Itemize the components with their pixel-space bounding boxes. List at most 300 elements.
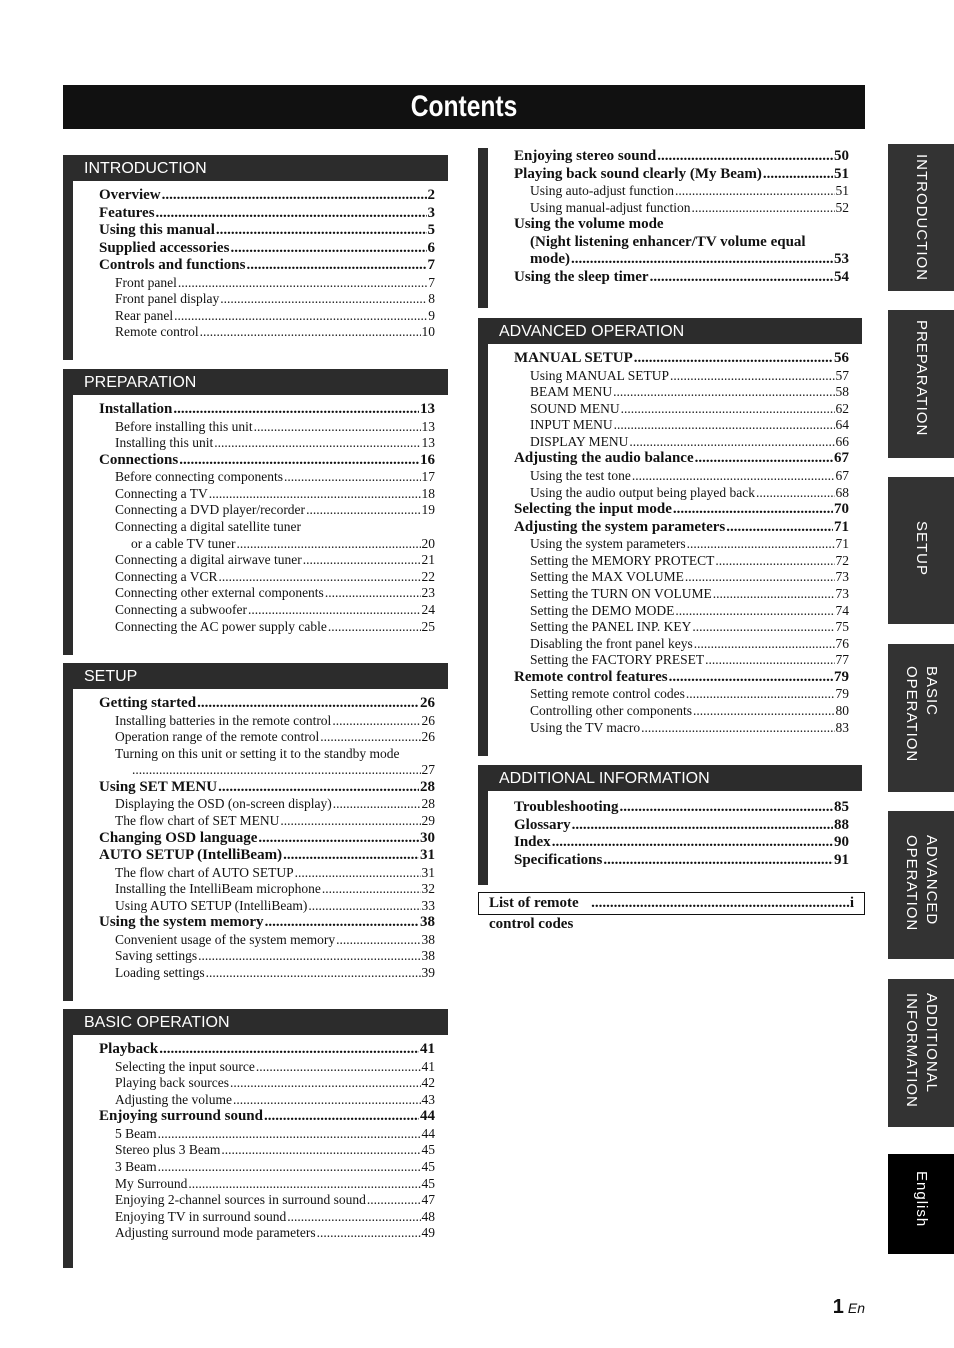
dot-leader (158, 1159, 421, 1175)
toc-entry[interactable] (99, 502, 435, 519)
toc-entry-page: 41 (421, 1058, 435, 1074)
toc-entry-page: 20 (421, 535, 435, 551)
toc-entry-page: 90 (834, 834, 849, 850)
toc-entry-label: MANUAL SETUP (514, 350, 633, 366)
section-heading: ADVANCED OPERATION (478, 318, 862, 344)
dot-leader (265, 914, 419, 931)
toc-entry[interactable] (514, 852, 849, 870)
toc-entry[interactable] (99, 308, 435, 325)
toc-entry-page: 58 (835, 384, 849, 400)
toc-entry-label: Using the system parameters (530, 536, 686, 552)
dot-leader (325, 585, 421, 601)
dot-leader (634, 350, 833, 367)
toc-entry-page: 30 (420, 829, 435, 846)
toc-entry[interactable] (514, 799, 849, 817)
dot-leader (320, 729, 420, 745)
dot-leader (173, 401, 419, 418)
toc-entry-label: Disabling the front panel keys (530, 635, 693, 651)
dot-leader (158, 1126, 421, 1142)
dot-leader (694, 636, 835, 652)
toc-entry[interactable] (514, 817, 849, 835)
toc-entry[interactable] (514, 200, 849, 217)
toc-entry[interactable] (514, 619, 849, 636)
toc-entry[interactable] (99, 796, 435, 813)
toc-entry[interactable] (99, 419, 435, 436)
toc-entry-page: 5 (427, 222, 435, 238)
toc-entry[interactable] (99, 1108, 435, 1126)
toc-entry[interactable] (99, 222, 435, 240)
toc-entry-label: Convenient usage of the system memory (115, 931, 336, 947)
toc-entry-page: 41 (420, 1041, 435, 1057)
toc-entry-label: Specifications (514, 851, 603, 868)
toc-entry-page: i (849, 895, 854, 911)
toc-entry[interactable] (99, 205, 435, 223)
toc-entry[interactable] (99, 275, 435, 292)
dot-leader (308, 898, 420, 914)
dot-leader (198, 948, 420, 964)
toc-entry[interactable] (514, 703, 849, 720)
toc-entry[interactable] (99, 1192, 435, 1209)
toc-entry-page: 17 (421, 469, 435, 485)
toc-entry[interactable] (99, 1225, 435, 1242)
toc-entry-label: The flow chart of AUTO SETUP (115, 864, 294, 880)
toc-entry-label: Playback (99, 1041, 159, 1057)
toc-entry-label: Using the test tone (530, 467, 631, 483)
dot-leader (614, 417, 835, 433)
section-setup (63, 663, 448, 1001)
dot-leader (197, 695, 419, 712)
toc-entry-page: 51 (834, 165, 849, 182)
toc-entry[interactable] (514, 536, 849, 553)
toc-entry-label: Controls and functions (99, 257, 246, 273)
toc-entry-list (478, 148, 862, 286)
toc-entry-label: Adjusting the audio balance (514, 450, 694, 467)
toc-entry[interactable] (99, 779, 435, 797)
tab-preparation[interactable] (888, 310, 954, 458)
page-number (833, 1296, 865, 1319)
toc-entry-label: Selecting the input mode (514, 501, 672, 518)
toc-entry-label: Setting the DEMO MODE (530, 602, 675, 618)
toc-entry[interactable] (514, 468, 849, 485)
toc-entry-page: 13 (420, 401, 435, 417)
toc-entry[interactable] (99, 746, 435, 763)
toc-entry[interactable] (514, 350, 849, 368)
toc-entry[interactable] (99, 486, 435, 503)
toc-entry-label: Selecting the input source (115, 1058, 255, 1074)
toc-entry-page: 26 (421, 712, 435, 728)
toc-entry-label: Playing back sound clearly (My Beam) (514, 165, 762, 182)
dot-leader (200, 324, 421, 340)
section-bar (63, 155, 73, 360)
toc-entry-list (63, 1035, 448, 1242)
toc-entry-label: Features (99, 204, 155, 221)
toc-entry[interactable] (514, 553, 849, 570)
toc-entry[interactable] (99, 762, 435, 779)
dot-leader (295, 865, 421, 881)
dot-leader (264, 1108, 419, 1125)
toc-entry-page: 45 (421, 1158, 435, 1174)
toc-entry-page: 13 (421, 435, 435, 451)
toc-entry-page: 64 (835, 417, 849, 433)
toc-entry-label: Troubleshooting (514, 799, 619, 815)
dot-leader (572, 817, 833, 834)
toc-entry[interactable] (514, 450, 849, 468)
toc-entry[interactable] (514, 519, 849, 537)
toc-entry[interactable] (99, 1209, 435, 1226)
toc-entry[interactable] (514, 834, 849, 852)
section-bar (478, 765, 488, 885)
toc-entry[interactable] (99, 257, 435, 275)
page-title: Contents (410, 90, 518, 123)
dot-leader (571, 251, 833, 268)
toc-entry-page: 79 (835, 686, 849, 702)
toc-entry-label: 5 Beam (115, 1125, 157, 1141)
dot-leader (670, 368, 834, 384)
toc-entry-list (63, 689, 448, 982)
toc-entry-label: Overview (99, 187, 161, 203)
toc-entry[interactable] (514, 384, 849, 401)
toc-entry[interactable] (514, 216, 849, 234)
dot-leader (691, 200, 834, 216)
toc-entry[interactable] (99, 519, 435, 536)
toc-entry-page: 23 (421, 585, 435, 601)
toc-entry-label: My Surround (115, 1175, 188, 1191)
dot-leader (687, 536, 835, 552)
toc-entry-label: Using MANUAL SETUP (530, 367, 670, 383)
toc-entry-label: Connecting a subwoofer (115, 601, 247, 617)
tab-label: SETUP (913, 521, 930, 577)
tab-english[interactable] (888, 1154, 954, 1254)
toc-entry-page: 8 (428, 291, 435, 307)
toc-entry[interactable] (99, 1142, 435, 1159)
toc-entry-page: 27 (421, 762, 435, 778)
contents-title-bar (63, 85, 865, 129)
toc-entry[interactable] (99, 469, 435, 486)
dot-leader (256, 1059, 421, 1075)
dot-leader (675, 183, 835, 199)
toc-entry-page: 2 (427, 187, 435, 203)
toc-entry-page: 51 (835, 183, 849, 198)
dot-leader (159, 1041, 419, 1058)
toc-entry-page: 85 (834, 799, 849, 815)
toc-entry-page: 50 (834, 148, 849, 164)
toc-entry[interactable] (99, 830, 435, 848)
dot-leader (552, 834, 833, 851)
toc-entry-label: Displaying the OSD (on-screen display) (115, 796, 332, 812)
toc-entry-page: 57 (835, 367, 849, 383)
section-advanced-operation (478, 318, 862, 756)
toc-entry[interactable] (514, 686, 849, 703)
toc-entry-label: Connecting other external components (115, 585, 324, 601)
dot-leader (209, 486, 421, 502)
toc-entry-page: 43 (421, 1091, 435, 1107)
toc-entry-page: 25 (421, 618, 435, 634)
toc-entry-page: 31 (420, 847, 435, 864)
dot-leader (216, 222, 427, 239)
toc-entry-label: Enjoying stereo sound (514, 148, 657, 164)
toc-entry[interactable] (99, 401, 435, 419)
toc-entry-label: Index (514, 834, 551, 850)
section-basic-operation-continued (478, 148, 862, 308)
toc-entry-label: Connecting a DVD player/recorder (115, 502, 306, 518)
toc-entry-label: Using manual-adjust function (530, 199, 691, 215)
tab-basic-operation[interactable] (888, 644, 954, 792)
toc-entry-label: Controlling other components (530, 703, 692, 718)
toc-entry[interactable] (514, 148, 849, 166)
toc-entry-label: Setting remote control codes (530, 686, 685, 702)
toc-entry[interactable] (514, 636, 849, 653)
toc-entry-page: 24 (421, 601, 435, 617)
toc-entry-label: Connecting a TV (115, 485, 208, 501)
section-heading: SETUP (63, 663, 448, 689)
toc-entry-label: Setting the FACTORY PRESET (530, 652, 705, 668)
toc-entry-page: 19 (421, 502, 435, 518)
toc-entry-label: Changing OSD language (99, 829, 258, 846)
toc-entry[interactable] (99, 187, 435, 205)
dot-leader (280, 813, 420, 829)
toc-entry[interactable] (99, 865, 435, 882)
dot-leader (695, 450, 833, 467)
toc-entry-label: Turning on this unit or setting it to the standby mode (115, 745, 400, 761)
dot-leader (236, 536, 420, 552)
toc-entry-list (478, 344, 862, 736)
toc-entry[interactable] (99, 602, 435, 619)
section-bar (63, 1009, 73, 1268)
toc-entry[interactable] (99, 965, 435, 982)
toc-entry[interactable] (99, 324, 435, 341)
toc-entry[interactable] (99, 1075, 435, 1092)
toc-entry-list (63, 181, 448, 341)
dot-leader (233, 1092, 421, 1108)
dot-leader (686, 686, 835, 702)
dot-leader (230, 240, 426, 257)
toc-entry[interactable] (514, 166, 849, 184)
dot-leader (220, 291, 427, 307)
toc-entry-page: 83 (835, 719, 849, 735)
toc-entry-page: 7 (427, 257, 435, 273)
dot-leader (132, 762, 421, 778)
toc-entry-list (63, 395, 448, 635)
dot-leader (650, 269, 833, 286)
toc-entry[interactable] (514, 368, 849, 385)
toc-entry[interactable] (99, 1041, 435, 1059)
toc-entry[interactable] (99, 729, 435, 746)
dot-leader (603, 852, 833, 869)
toc-entry[interactable] (99, 713, 435, 730)
toc-entry[interactable] (514, 569, 849, 586)
dot-leader (715, 553, 834, 569)
toc-entry-page: 91 (834, 851, 849, 868)
toc-entry[interactable] (514, 401, 849, 418)
toc-entry-label: Supplied accessories (99, 239, 230, 256)
toc-entry-page: 9 (428, 307, 435, 323)
toc-entry[interactable] (514, 417, 849, 434)
section-heading: INTRODUCTION (63, 155, 448, 181)
toc-entry[interactable] (99, 1176, 435, 1193)
toc-entry-label: Installing this unit (115, 435, 214, 451)
toc-entry[interactable] (99, 813, 435, 830)
toc-entry[interactable] (99, 569, 435, 586)
toc-entry-page: 21 (421, 552, 435, 568)
toc-entry[interactable] (514, 652, 849, 669)
toc-entry-page: 33 (421, 897, 435, 913)
dot-leader (685, 569, 835, 585)
toc-entry[interactable] (99, 881, 435, 898)
tab-label: ADDITIONAL INFORMATION (903, 993, 940, 1108)
toc-entry[interactable] (514, 485, 849, 502)
toc-entry-label: Connecting a VCR (115, 568, 218, 584)
toc-entry-label: Stereo plus 3 Beam (115, 1142, 221, 1158)
toc-entry-label: Enjoying 2-channel sources in surround sound (115, 1192, 366, 1208)
toc-entry-label: Front panel display (115, 291, 220, 307)
dot-leader (287, 1209, 420, 1225)
toc-entry-page: 16 (420, 451, 435, 468)
dot-leader (214, 435, 420, 451)
dot-leader (174, 308, 427, 324)
dot-leader (284, 469, 421, 485)
dot-leader (246, 257, 426, 274)
toc-entry-label: Connecting the AC power supply cable (115, 618, 327, 634)
toc-entry-page: 62 (835, 400, 849, 416)
toc-entry[interactable] (514, 183, 849, 200)
dot-leader (306, 502, 420, 518)
toc-entry-label: Setting the PANEL INP. KEY (530, 619, 692, 635)
toc-entry[interactable] (99, 536, 435, 553)
toc-entry-label: Using the audio output being played back (530, 484, 755, 500)
toc-entry-label: Getting started (99, 695, 197, 711)
dot-leader (221, 1142, 420, 1158)
dot-leader (179, 452, 419, 469)
dot-leader (673, 501, 833, 518)
dot-leader (629, 434, 834, 450)
toc-entry[interactable] (99, 552, 435, 569)
section-introduction (63, 155, 448, 360)
toc-entry[interactable] (99, 1059, 435, 1076)
toc-entry[interactable] (99, 898, 435, 915)
toc-entry-page: 73 (835, 585, 849, 601)
toc-entry-label: Saving settings (115, 948, 198, 964)
toc-entry-page: 67 (834, 450, 849, 467)
page-number-value: 1 (832, 1296, 844, 1318)
toc-entry-page: 56 (834, 350, 849, 366)
section-basic-operation (63, 1009, 448, 1268)
toc-entry-page: 77 (835, 652, 849, 668)
toc-entry[interactable] (514, 269, 849, 287)
toc-entry[interactable] (99, 948, 435, 965)
toc-entry-page: 48 (421, 1208, 435, 1224)
toc-entry-page: 32 (421, 881, 435, 897)
dot-leader (619, 799, 833, 816)
toc-entry[interactable] (99, 240, 435, 258)
toc-entry-label: mode) (530, 251, 570, 268)
tab-advanced-operation[interactable] (888, 811, 954, 959)
toc-entry-label: Setting the MAX VOLUME (530, 569, 684, 585)
toc-entry-page: 52 (835, 199, 849, 215)
toc-entry-label: Before installing this unit (115, 418, 253, 434)
dot-leader (367, 1192, 421, 1208)
tab-label: PREPARATION (913, 320, 930, 437)
toc-entry-label: Installing batteries in the remote control (115, 712, 332, 728)
section-heading: BASIC OPERATION (63, 1009, 448, 1035)
toc-entry-page: 38 (421, 931, 435, 947)
toc-entry[interactable] (514, 251, 849, 269)
toc-entry[interactable] (99, 1092, 435, 1109)
toc-entry-label: Using AUTO SETUP (IntelliBeam) (115, 897, 308, 913)
dot-leader (230, 1075, 421, 1091)
toc-entry[interactable] (514, 669, 849, 687)
remote-codes-entry[interactable] (478, 892, 865, 932)
toc-entry-label: Operation range of the remote control (115, 729, 320, 745)
toc-entry[interactable] (99, 1126, 435, 1143)
toc-entry[interactable] (99, 291, 435, 308)
dot-leader (726, 519, 833, 536)
dot-leader (621, 401, 835, 417)
tab-label: INTRODUCTION (913, 154, 930, 281)
toc-entry-page: 3 (427, 204, 435, 221)
toc-entry[interactable] (99, 695, 435, 713)
toc-entry[interactable] (99, 585, 435, 602)
toc-entry-page: 70 (834, 501, 849, 518)
toc-entry[interactable] (514, 501, 849, 519)
dot-leader (336, 932, 420, 948)
dot-leader (218, 779, 419, 796)
toc-entry[interactable] (99, 914, 435, 932)
toc-entry[interactable] (514, 720, 849, 737)
dot-leader (705, 652, 834, 668)
dot-leader (162, 187, 427, 204)
toc-entry-label: Adjusting surround mode parameters (115, 1225, 316, 1241)
toc-entry-page: 45 (421, 1142, 435, 1158)
dot-leader (219, 569, 421, 585)
toc-entry[interactable] (514, 586, 849, 603)
toc-entry[interactable] (99, 1159, 435, 1176)
tab-introduction[interactable] (888, 144, 954, 291)
section-bar (63, 369, 73, 655)
dot-leader (206, 965, 421, 981)
dot-leader (613, 384, 834, 400)
toc-entry[interactable] (514, 434, 849, 451)
toc-entry[interactable] (99, 847, 435, 865)
toc-entry[interactable] (514, 603, 849, 620)
toc-entry-page: 22 (421, 568, 435, 584)
toc-entry[interactable] (99, 619, 435, 636)
toc-entry-page: 68 (835, 484, 849, 500)
dot-leader (692, 619, 834, 635)
toc-entry[interactable] (514, 234, 849, 252)
tab-label: English (913, 1171, 930, 1228)
dot-leader (328, 619, 421, 635)
toc-entry-label: Loading settings (115, 965, 205, 981)
toc-entry-label: Adjusting the volume (115, 1091, 232, 1107)
toc-entry[interactable] (99, 452, 435, 470)
toc-entry-page: 45 (421, 1175, 435, 1191)
section-preparation (63, 369, 448, 655)
toc-entry-label: Setting the MEMORY PROTECT (530, 552, 715, 568)
tab-setup[interactable] (888, 477, 954, 624)
toc-entry-label: or a cable TV tuner (131, 535, 236, 551)
toc-entry-label: Using the volume mode (514, 216, 664, 233)
dot-leader (693, 703, 835, 719)
dot-leader (632, 468, 835, 484)
dot-leader (254, 419, 421, 435)
toc-entry[interactable] (99, 435, 435, 452)
toc-entry-page: 26 (420, 695, 435, 711)
toc-entry-page: 76 (835, 635, 849, 651)
tab-additional-information[interactable] (888, 979, 954, 1127)
toc-entry-label: Playing back sources (115, 1075, 229, 1091)
dot-leader (248, 602, 421, 618)
toc-entry[interactable] (99, 932, 435, 949)
